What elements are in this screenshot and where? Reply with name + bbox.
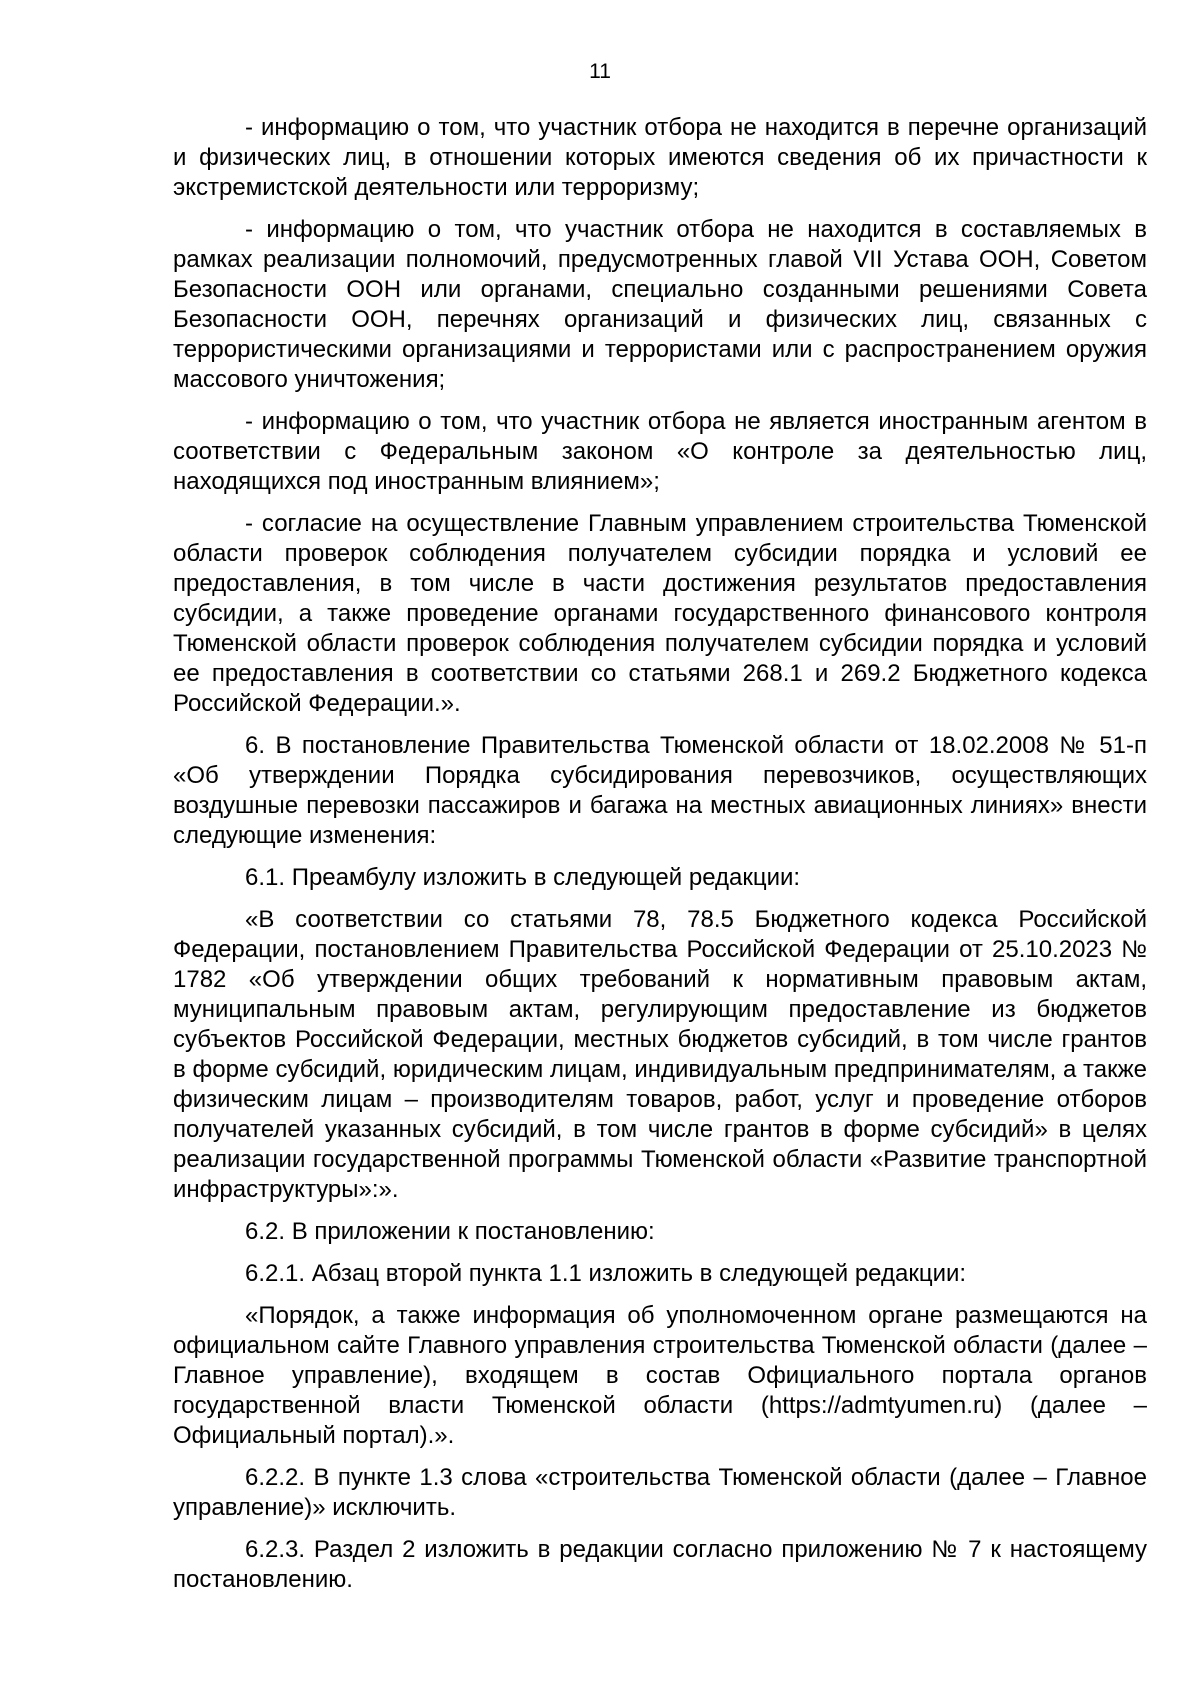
paragraph-foreign-agent: - информацию о том, что участник отбора не является иностранным агентом в соответствии с Федеральным законом «О контроле за деятельностью лиц, находящихся под иностранным влиянием»; <box>173 408 1147 495</box>
paragraph-item-6-2-3: 6.2.3. Раздел 2 изложить в редакции согласно приложению № 7 к настоящему постановлению. <box>173 1536 1147 1593</box>
paragraph-procedure-text: «Порядок, а также информация об уполномоченном органе размещаются на официальном сайте Главного управления строительства Тюменской области (далее – Главное управление), входящем в состав Официального портала органов государственной власти Тюменской области (https://admtyumen.ru) (далее – Официальный портал).». <box>173 1302 1147 1449</box>
paragraph-item-6: 6. В постановление Правительства Тюменской области от 18.02.2008 № 51-п «Об утверждении Порядка субсидирования перевозчиков, осуществляющих воздушные перевозки пассажиров и багажа на местных авиационных линиях» внести следующие изменения: <box>173 732 1147 849</box>
paragraph-consent-inspections: - согласие на осуществление Главным управлением строительства Тюменской области проверок соблюдения получателем субсидии порядка и условий ее предоставления, в том числе в части достижения результатов предоставления субсидии, а также проведение органами государственного финансового контроля Тюменской области проверок соблюдения получателем субсидии порядка и условий ее предоставления в соответствии со статьями 268.1 и 269.2 Бюджетного кодекса Российской Федерации.». <box>173 510 1147 717</box>
document-body <box>173 113 1147 1607</box>
page-number: 11 <box>589 60 611 83</box>
paragraph-item-6-2-2: 6.2.2. В пункте 1.3 слова «строительства Тюменской области (далее – Главное управление)» исключить. <box>173 1464 1147 1521</box>
paragraph-item-6-1: 6.1. Преамбулу изложить в следующей редакции: <box>245 864 801 891</box>
paragraph-item-6-2: 6.2. В приложении к постановлению: <box>245 1218 655 1245</box>
paragraph-un-security-council-list: - информацию о том, что участник отбора не находится в составляемых в рамках реализации полномочий, предусмотренных главой VII Устава ООН, Советом Безопасности ООН или органами, специально созданными решениями Совета Безопасности ООН, перечнях организаций и физических лиц, связанных с террористическими организациями и террористами или с распространением оружия массового уничтожения; <box>173 216 1147 393</box>
paragraph-preamble-text: «В соответствии со статьями 78, 78.5 Бюджетного кодекса Российской Федерации, постановлением Правительства Российской Федерации от 25.10.2023 № 1782 «Об утверждении общих требований к нормативным правовым актам, муниципальным правовым актам, регулирующим предоставление из бюджетов субъектов Российской Федерации, местных бюджетов субсидий, в том числе грантов в форме субсидий, юридическим лицам, индивидуальным предпринимателям, а также физическим лицам – производителям товаров, работ, услуг и проведение отборов получателей указанных субсидий, в том числе грантов в форме субсидий» в целях реализации государственной программы Тюменской области «Развитие транспортной инфраструктуры»:». <box>173 906 1147 1203</box>
paragraph-item-6-2-1: 6.2.1. Абзац второй пункта 1.1 изложить в следующей редакции: <box>245 1260 967 1287</box>
paragraph-extremism-list: - информацию о том, что участник отбора не находится в перечне организаций и физических лиц, в отношении которых имеются сведения об их причастности к экстремистской деятельности или терроризму; <box>173 114 1147 201</box>
